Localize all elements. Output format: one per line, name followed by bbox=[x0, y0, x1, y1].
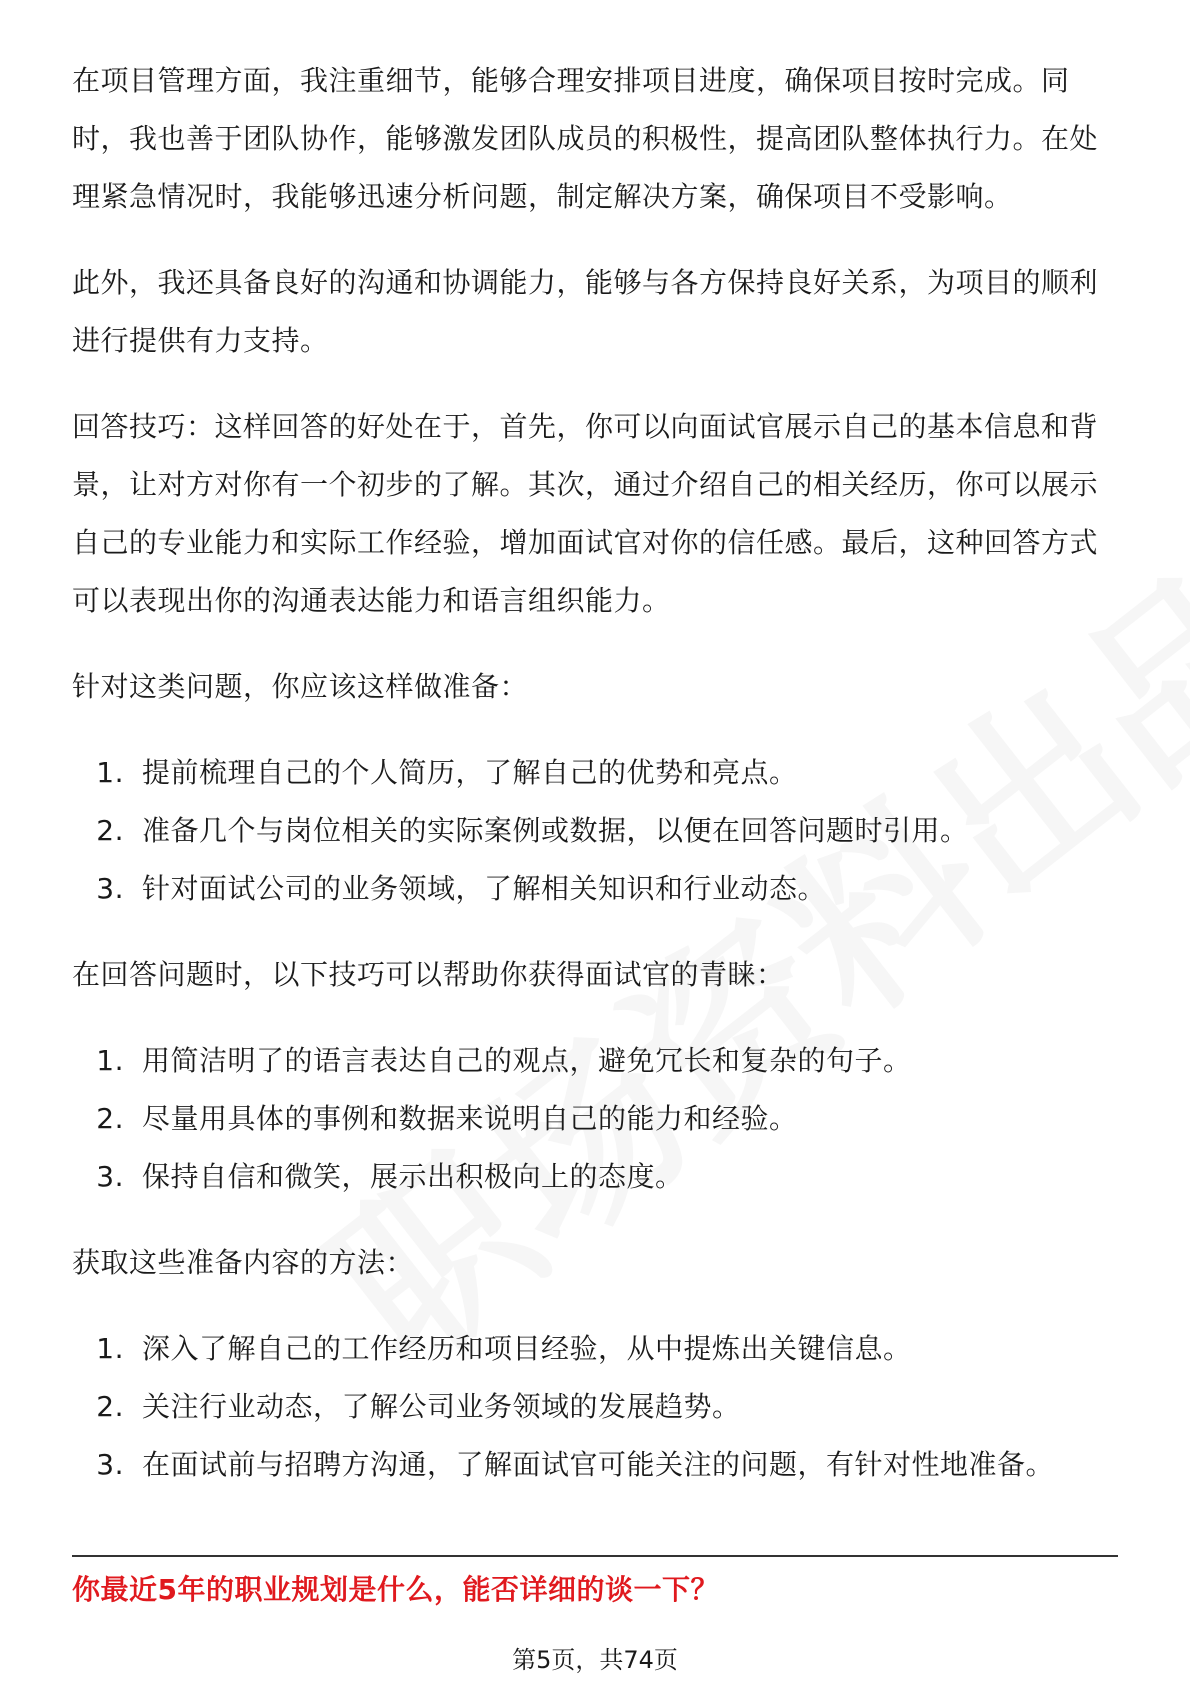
paragraph-prep-intro: 针对这类问题，你应该这样做准备： bbox=[72, 670, 529, 703]
paragraph-project-management: 在项目管理方面，我注重细节，能够合理安排项目进度，确保项目按时完成。同时，我也善于团队协作，能够激发团队成员的积极性，提高团队整体执行力。在处理紧急情况时，我能够迅速分析问题，制定解决方案，确保项目不受影响。 bbox=[72, 64, 1099, 213]
list-text: 深入了解自己的工作经历和项目经验，从中提炼出关键信息。 bbox=[142, 1332, 912, 1365]
list-text: 保持自信和微笑，展示出积极向上的态度。 bbox=[142, 1160, 684, 1193]
list-number: 3. bbox=[96, 1448, 124, 1481]
prep-list bbox=[72, 744, 1118, 918]
list-number: 1. bbox=[96, 756, 124, 789]
paragraph-communication: 此外，我还具备良好的沟通和协调能力，能够与各方保持良好关系，为项目的顺利进行提供有力支持。 bbox=[72, 266, 1099, 357]
paragraph-tips-intro: 在回答问题时，以下技巧可以帮助你获得面试官的青睐： bbox=[72, 958, 785, 991]
tips-list bbox=[72, 1032, 1118, 1206]
list-text: 在面试前与招聘方沟通，了解面试官可能关注的问题，有针对性地准备。 bbox=[142, 1448, 1055, 1481]
list-number: 3. bbox=[96, 1160, 124, 1193]
list-number: 1. bbox=[96, 1332, 124, 1365]
list-item bbox=[72, 860, 1118, 918]
paragraph-answer-tips: 回答技巧：这样回答的好处在于，首先，你可以向面试官展示自己的基本信息和背景，让对方对你有一个初步的了解。其次，通过介绍自己的相关经历，你可以展示自己的专业能力和实际工作经验，增加面试官对你的信任感。最后，这种回答方式可以表现出你的沟通表达能力和语言组织能力。 bbox=[72, 410, 1099, 617]
paragraph-methods-intro: 获取这些准备内容的方法： bbox=[72, 1246, 415, 1279]
list-number: 2. bbox=[96, 1102, 124, 1135]
list-text: 用简洁明了的语言表达自己的观点，避免冗长和复杂的句子。 bbox=[142, 1044, 912, 1077]
list-number: 2. bbox=[96, 1390, 124, 1423]
list-item bbox=[72, 802, 1118, 860]
list-text: 准备几个与岗位相关的实际案例或数据，以便在回答问题时引用。 bbox=[142, 814, 969, 847]
section-divider bbox=[72, 1555, 1118, 1557]
document-body bbox=[72, 52, 1118, 1522]
methods-list bbox=[72, 1320, 1118, 1494]
list-text: 尽量用具体的事例和数据来说明自己的能力和经验。 bbox=[142, 1102, 798, 1135]
list-number: 2. bbox=[96, 814, 124, 847]
page-number: 第5页，共74页 bbox=[512, 1646, 678, 1674]
list-item bbox=[72, 744, 1118, 802]
list-number: 1. bbox=[96, 1044, 124, 1077]
list-item bbox=[72, 1320, 1118, 1378]
next-question-heading: 你最近5年的职业规划是什么，能否详细的谈一下？ bbox=[72, 1573, 719, 1606]
list-item bbox=[72, 1436, 1118, 1494]
list-item bbox=[72, 1032, 1118, 1090]
list-item bbox=[72, 1378, 1118, 1436]
list-text: 关注行业动态，了解公司业务领域的发展趋势。 bbox=[142, 1390, 741, 1423]
list-text: 提前梳理自己的个人简历，了解自己的优势和亮点。 bbox=[142, 756, 798, 789]
list-item bbox=[72, 1148, 1118, 1206]
list-number: 3. bbox=[96, 872, 124, 905]
list-item bbox=[72, 1090, 1118, 1148]
list-text: 针对面试公司的业务领域，了解相关知识和行业动态。 bbox=[142, 872, 827, 905]
